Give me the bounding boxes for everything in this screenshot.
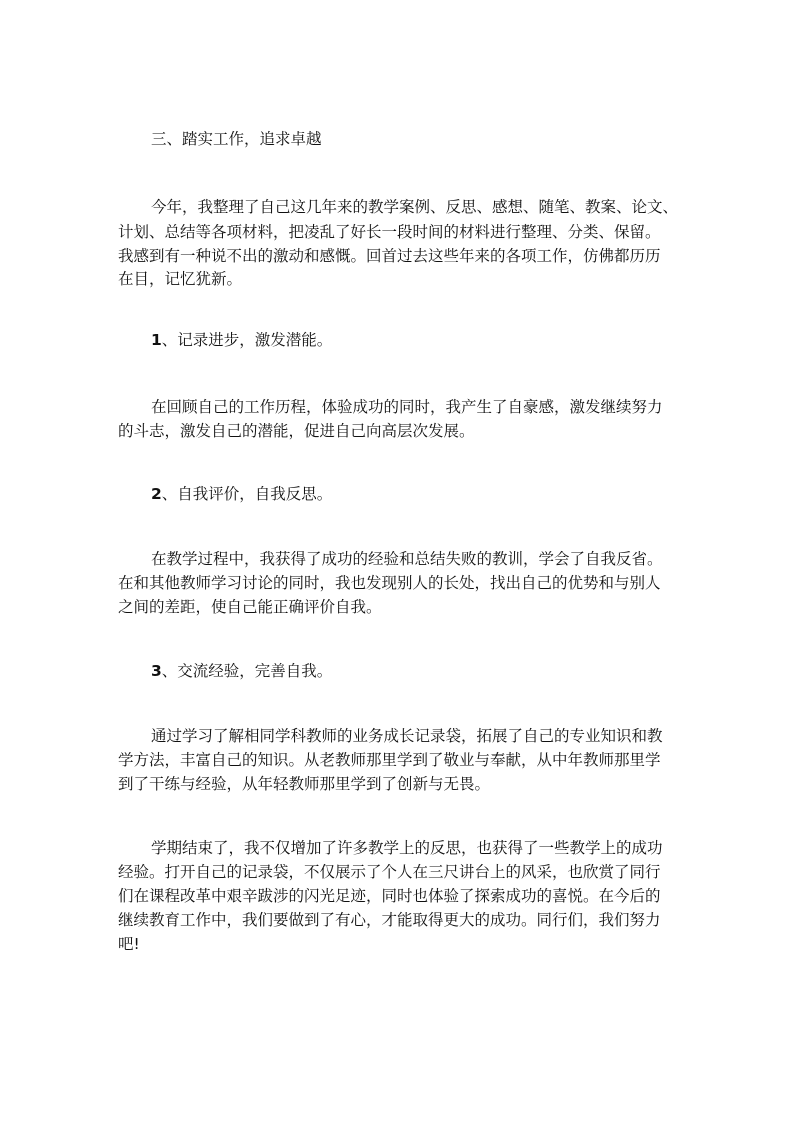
section-heading: 三、踏实工作，追求卓越 (151, 130, 322, 148)
para5-line4: 继续教育工作中，我们要做到了有心，才能取得更大的成功。同行们，我们努力 (118, 911, 661, 929)
item1-heading (151, 330, 711, 351)
item3-number: 3 (151, 662, 162, 680)
para4-line3: 到了干练与经验，从年轻教师那里学到了创新与无畏。 (118, 775, 491, 793)
para3-line1: 在教学过程中，我获得了成功的经验和总结失败的教训，学会了自我反省。 (151, 550, 663, 568)
para5-line1: 学期结束了，我不仅增加了许多教学上的反思，也获得了一些教学上的成功 (151, 839, 663, 857)
para2-line1: 在回顾自己的工作历程，体验成功的同时，我产生了自豪感，激发继续努力 (151, 398, 663, 416)
item3-text: 、交流经验，完善自我。 (161, 662, 333, 680)
para1-line4: 在目，记忆犹新。 (118, 270, 243, 288)
para3-line2: 在和其他教师学习讨论的同时，我也发现别人的长处，找出自己的优势和与别人 (118, 574, 661, 592)
para1-line3: 我感到有一种说不出的激动和感慨。回首过去这些年来的各项工作，仿佛都历历 (118, 247, 661, 265)
item3-heading (151, 661, 711, 682)
para1-line1: 今年，我整理了自己这几年来的教学案例、反思、感想、随笔、教案、论文、 (151, 198, 679, 216)
para5-line5: 吧! (118, 935, 140, 953)
item2-text: 、自我评价，自我反思。 (161, 485, 333, 503)
para3-line3: 之间的差距，使自己能正确评价自我。 (118, 598, 382, 616)
para1-line2: 计划、总结等各项材料，把凌乱了好长一段时间的材料进行整理、分类、保留。 (118, 223, 661, 241)
para2-line2: 的斗志，激发自己的潜能，促进自己向高层次发展。 (118, 422, 475, 440)
para4-line1: 通过学习了解相同学科教师的业务成长记录袋，拓展了自己的专业知识和教 (151, 727, 663, 745)
para5-line2: 经验。打开自己的记录袋，不仅展示了个人在三尺讲台上的风采，也欣赏了同行 (118, 863, 661, 881)
item1-text: 、记录进步，激发潜能。 (161, 331, 333, 349)
item1-number: 1 (151, 331, 162, 349)
item2-number: 2 (151, 485, 162, 503)
para4-line2: 学方法，丰富自己的知识。从老教师那里学到了敬业与奉献，从中年教师那里学 (118, 751, 661, 769)
para5-line3: 们在课程改革中艰辛跋涉的闪光足迹，同时也体验了探索成功的喜悦。在今后的 (118, 887, 661, 905)
item2-heading (151, 484, 711, 505)
